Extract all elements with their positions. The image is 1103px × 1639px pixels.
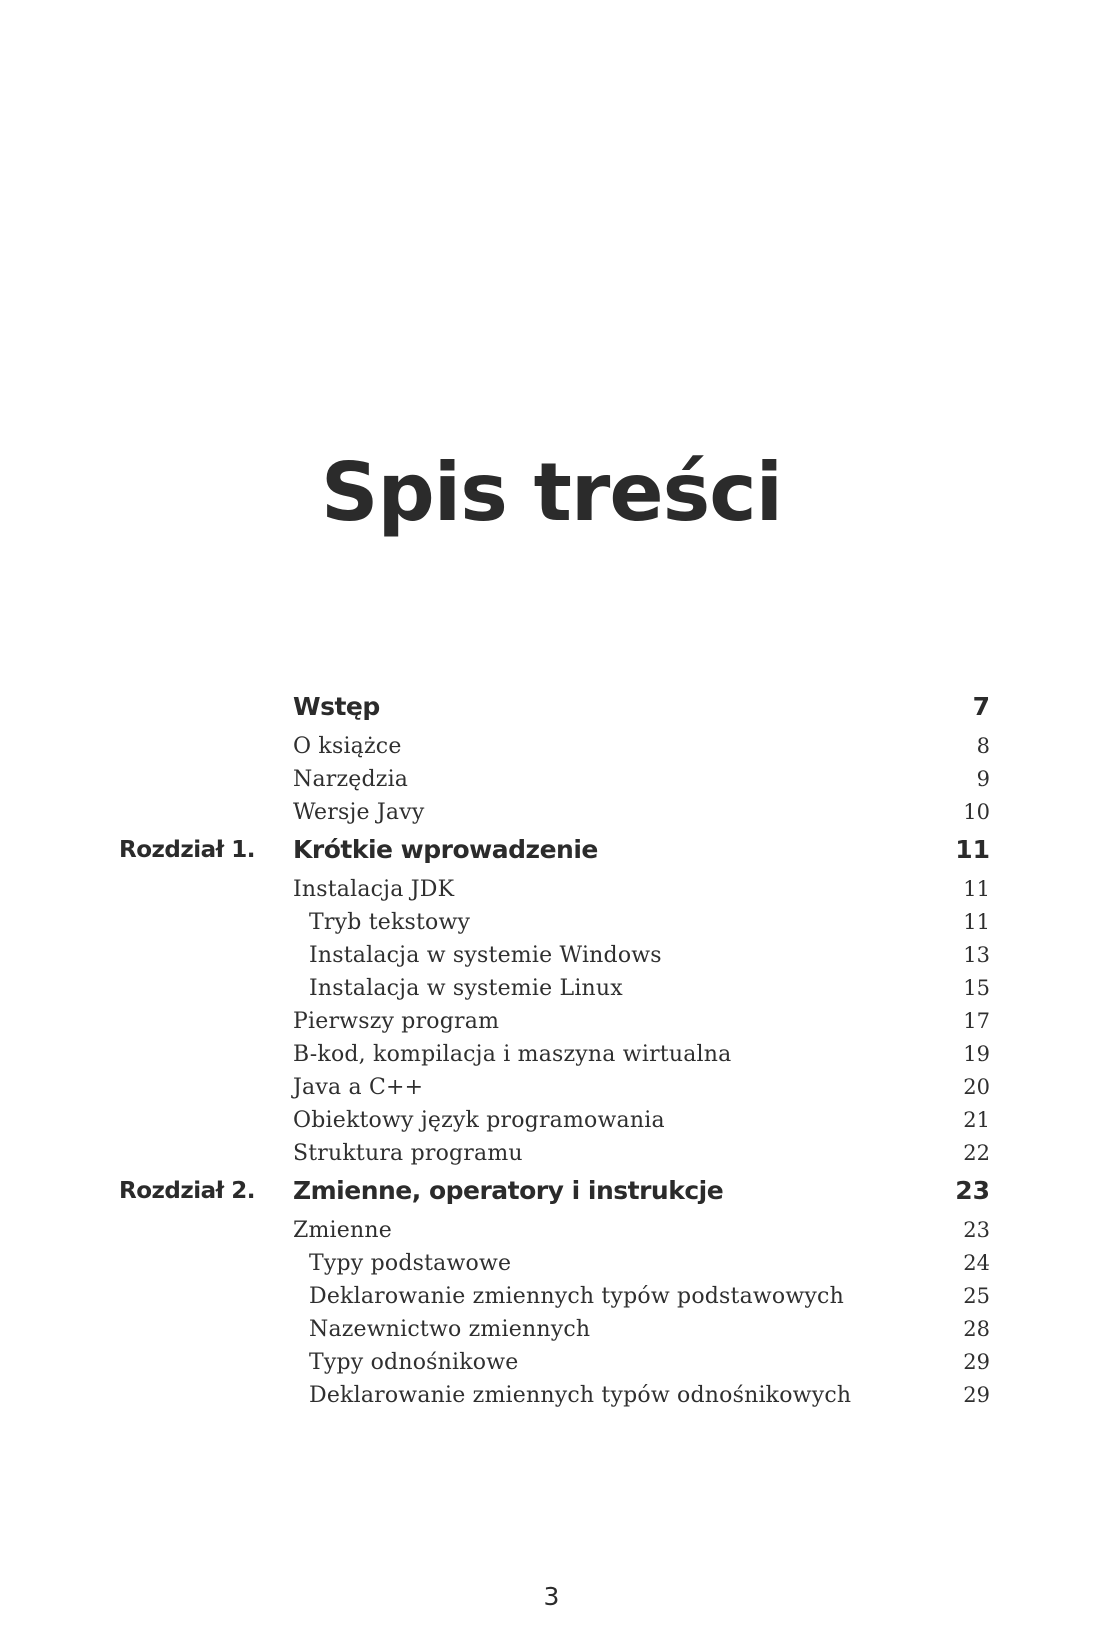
entry-page-number: 28: [963, 1317, 990, 1341]
toc-entry[interactable]: [0, 1214, 1103, 1247]
entry-title: Typy odnośnikowe: [309, 1350, 519, 1375]
entry-title: Narzędzia: [293, 767, 409, 792]
toc-entry[interactable]: [0, 796, 1103, 829]
entry-page-number: 9: [976, 767, 990, 791]
page-title: Spis treści: [320, 446, 783, 539]
toc-subentry[interactable]: [0, 1346, 1103, 1379]
toc-entry[interactable]: [0, 763, 1103, 796]
entry-title: Deklarowanie zmiennych typów podstawowych: [309, 1284, 844, 1309]
entry-page-number: 24: [963, 1251, 990, 1275]
page-number: 3: [543, 1582, 560, 1611]
entry-page-number: 20: [963, 1075, 990, 1099]
chapter-label: Rozdział 1.: [119, 837, 255, 863]
entry-page-number: 21: [963, 1108, 990, 1132]
toc-entry[interactable]: [0, 873, 1103, 906]
toc-entry[interactable]: [0, 1071, 1103, 1104]
chapter-heading[interactable]: [0, 831, 1103, 869]
toc-entry[interactable]: [0, 1104, 1103, 1137]
entry-page-number: 17: [963, 1009, 990, 1033]
entry-title: B-kod, kompilacja i maszyna wirtualna: [293, 1042, 732, 1067]
entry-page-number: 13: [963, 943, 990, 967]
entry-page-number: 22: [963, 1141, 990, 1165]
entry-title: Instalacja JDK: [293, 877, 455, 902]
entry-page-number: 29: [963, 1350, 990, 1374]
entry-page-number: 10: [963, 800, 990, 824]
toc-subentry[interactable]: [0, 972, 1103, 1005]
entry-title: Obiektowy język programowania: [293, 1108, 665, 1133]
chapter-1: [0, 831, 1103, 1170]
entry-page-number: 23: [963, 1218, 990, 1242]
chapter-heading[interactable]: [0, 688, 1103, 726]
entry-title: Instalacja w systemie Linux: [309, 976, 623, 1001]
entry-page-number: 29: [963, 1383, 990, 1407]
chapter-page-number: 23: [955, 1176, 990, 1205]
chapter-intro: [0, 688, 1103, 829]
chapter-label: Rozdział 2.: [119, 1178, 255, 1204]
entry-title: Pierwszy program: [293, 1009, 500, 1034]
toc-subentry[interactable]: [0, 1247, 1103, 1280]
entry-page-number: 8: [976, 734, 990, 758]
chapter-heading[interactable]: [0, 1172, 1103, 1210]
entry-title: Java a C++: [293, 1075, 424, 1100]
toc-entry[interactable]: [0, 1038, 1103, 1071]
toc-subentry[interactable]: [0, 939, 1103, 972]
entry-title: Nazewnictwo zmiennych: [309, 1317, 591, 1342]
toc-subentry[interactable]: [0, 1280, 1103, 1313]
chapter-title: Zmienne, operatory i instrukcje: [293, 1176, 724, 1205]
entry-page-number: 15: [963, 976, 990, 1000]
table-of-contents: [0, 688, 1103, 1412]
toc-entry[interactable]: [0, 1137, 1103, 1170]
toc-subentry[interactable]: [0, 906, 1103, 939]
chapter-title: Wstęp: [293, 692, 380, 721]
entry-title: Tryb tekstowy: [309, 910, 471, 935]
entry-page-number: 11: [963, 910, 990, 934]
chapter-2: [0, 1172, 1103, 1412]
entry-page-number: 25: [963, 1284, 990, 1308]
entry-title: Deklarowanie zmiennych typów odnośnikowych: [309, 1383, 852, 1408]
entry-page-number: 19: [963, 1042, 990, 1066]
toc-subentry[interactable]: [0, 1313, 1103, 1346]
toc-entry[interactable]: [0, 730, 1103, 763]
entry-title: O książce: [293, 734, 402, 759]
entry-title: Struktura programu: [293, 1141, 523, 1166]
entry-title: Zmienne: [293, 1218, 392, 1243]
toc-subentry[interactable]: [0, 1379, 1103, 1412]
entry-title: Wersje Javy: [293, 800, 425, 825]
chapter-page-number: 7: [972, 692, 990, 721]
chapter-page-number: 11: [955, 835, 990, 864]
chapter-title: Krótkie wprowadzenie: [293, 835, 598, 864]
entry-title: Typy podstawowe: [309, 1251, 512, 1276]
entry-page-number: 11: [963, 877, 990, 901]
entry-title: Instalacja w systemie Windows: [309, 943, 662, 968]
toc-entry[interactable]: [0, 1005, 1103, 1038]
